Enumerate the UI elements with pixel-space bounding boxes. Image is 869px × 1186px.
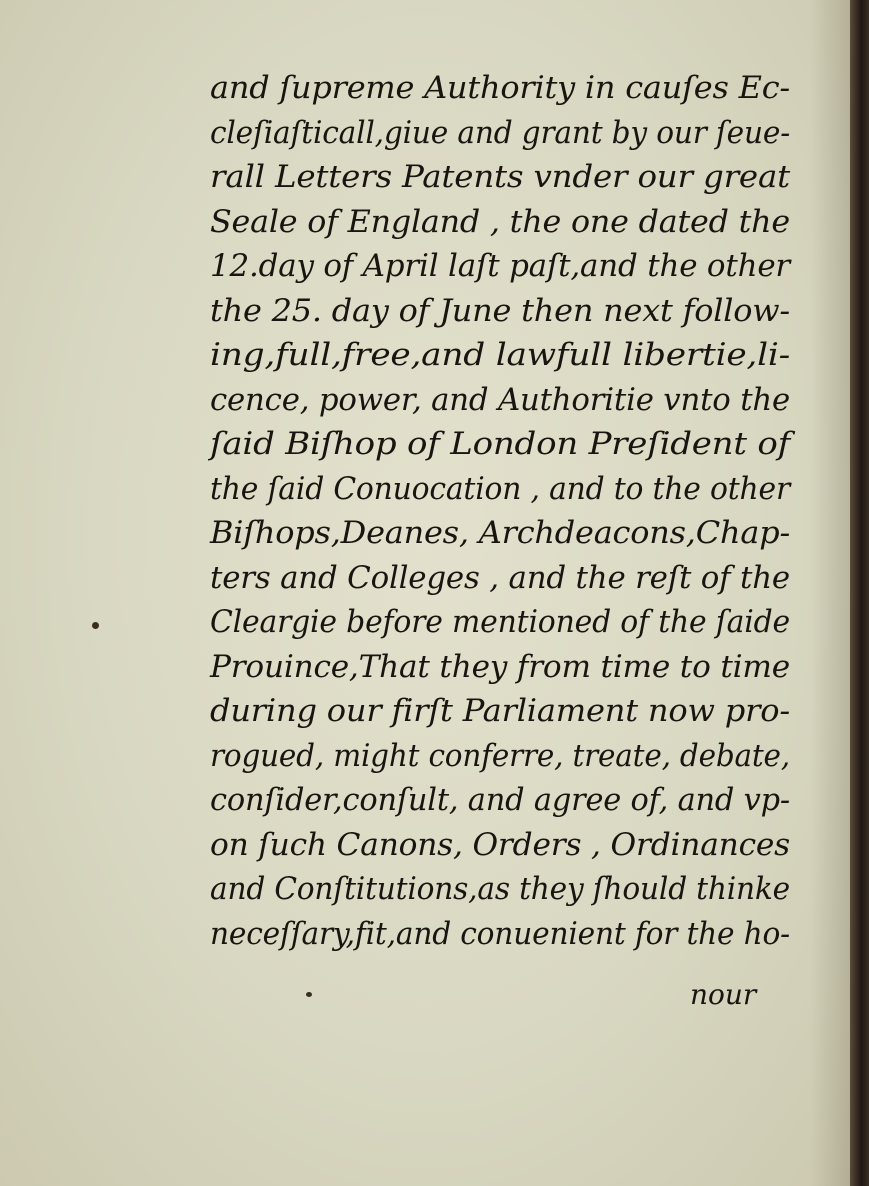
text-line-12: ters and Colleges , and the reſt of the [210, 559, 790, 596]
text-line-18: on ſuch Canons, Orders , Ordinances [210, 826, 791, 863]
ink-speck [92, 622, 99, 629]
text-line-3: rall Letters Patents vnder our great [210, 159, 790, 195]
text-line-6: the 25. day of June then next follow- [210, 292, 791, 329]
book-spine [850, 0, 869, 1186]
text-line-8: cence, power, and Authoritie vnto the [210, 381, 790, 418]
text-line-5: 12.day of April laſt paſt,and the other [210, 248, 791, 284]
text-line-1: and ſupreme Authority in cauſes Ec- [210, 70, 791, 106]
text-line-14: Prouince,That they from time to time [210, 648, 790, 685]
text-line-9: ſaid Biſhop of London Preſident of [210, 426, 791, 462]
catchword: nour [690, 978, 757, 1011]
text-line-11: Biſhops,Deanes, Archdeacons,Chap- [210, 515, 791, 551]
text-line-19: and Conſtitutions,as they ſhould thinke [210, 871, 791, 907]
text-line-4: Seale of England , the one dated the [210, 203, 790, 240]
text-line-20: neceſſary,fit,and conuenient for the ho- [210, 915, 791, 952]
text-line-16: rogued, might conferre, treate, debate, [210, 737, 790, 774]
text-line-15: during our firſt Parliament now pro- [210, 693, 790, 729]
text-line-7: ing,full,free,and lawfull libertie,li- [210, 337, 791, 373]
body-text [210, 66, 790, 956]
text-line-2: cleſiaſticall,giue and grant by our ſeue- [210, 114, 791, 151]
text-line-17: conſider,conſult, and agree of, and vp- [210, 782, 790, 818]
text-line-10: the ſaid Conuocation , and to the other [210, 470, 790, 507]
ink-speck [306, 992, 312, 997]
text-line-13: Cleargie before mentioned of the ſaide [210, 604, 791, 640]
